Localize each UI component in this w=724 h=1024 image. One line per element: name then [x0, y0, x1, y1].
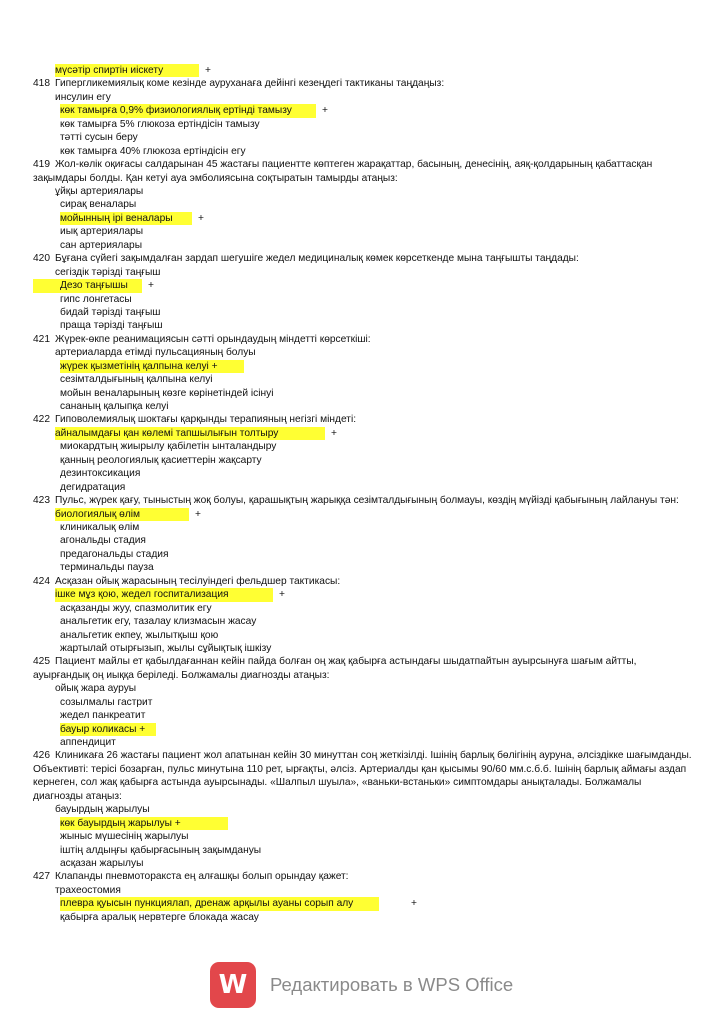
answer-text: жыныс мүшесінің жарылуы: [60, 831, 189, 843]
question-number: 427: [33, 871, 50, 883]
answer-text: трахеостомия: [55, 884, 121, 896]
answer-option: [33, 709, 693, 722]
question-number: 424: [33, 575, 50, 587]
question-text: Бұғана сүйегі зақымдалған зардап шегушіге жедел медициналық көмек көрсеткенде мына таңғышты таңдады:: [55, 253, 579, 265]
answer-option: [33, 844, 693, 857]
question-418: [33, 77, 693, 90]
answer-option: [33, 884, 693, 897]
answer-text: ойық жара ауруы: [55, 683, 137, 695]
answer-text: Дезо таңғышы: [33, 279, 142, 292]
wps-edit-banner[interactable]: [210, 962, 540, 1008]
question-text: Пульс, жүрек қағу, тыныстың жоқ болуы, қарашықтың жарыққа сезімталдығының болмауы, көздің мүйізді қабығының лайлануы тән:: [55, 495, 679, 507]
answer-option-correct: [33, 279, 693, 292]
answer-text: ішке мұз қою, жедел госпитализация: [55, 588, 273, 601]
answer-text: сегіздік тәрізді таңғыш: [55, 266, 161, 278]
answer-option: [33, 602, 693, 615]
correct-mark: +: [411, 898, 417, 910]
answer-text: дегидратация: [60, 481, 126, 493]
question-427: [33, 870, 693, 883]
question-422: [33, 413, 693, 426]
answer-option-correct: [33, 588, 693, 601]
answer-text: мойын веналарының көзге көрінетіндей ісінуі: [60, 387, 274, 399]
answer-option: [33, 736, 693, 749]
question-number: 418: [33, 78, 50, 90]
wps-logo-icon[interactable]: W: [210, 962, 256, 1008]
answer-text: көк тамырға 0,9% физиологиялық ертінді тамызу: [60, 104, 316, 117]
answer-text: тәтті сусын беру: [60, 132, 138, 144]
answer-text: миокардтың жиырылу қабілетін ынталандыру: [60, 441, 277, 453]
answer-text: бидай тәрізді таңғыш: [60, 306, 161, 318]
answer-text: предагональды стадия: [60, 548, 169, 560]
answer-option-correct: [33, 104, 693, 117]
question-424: [33, 575, 693, 588]
answer-text: бауырдың жарылуы: [55, 804, 150, 816]
answer-text: қабырға аралық нервтерге блокада жасау: [60, 911, 259, 923]
answer-option: [33, 481, 693, 494]
answer-option: [33, 346, 693, 359]
correct-mark: +: [331, 427, 337, 439]
answer-option: [33, 293, 693, 306]
answer-option: [33, 548, 693, 561]
answer-option: [33, 198, 693, 211]
correct-mark: +: [279, 589, 285, 601]
correct-mark: +: [198, 212, 204, 224]
answer-text: бауыр коликасы +: [60, 723, 156, 736]
answer-text: асқазан жарылуы: [60, 858, 144, 870]
answer-option: [33, 319, 693, 332]
answer-text: агональды стадия: [60, 535, 146, 547]
answer-option: [33, 857, 693, 870]
question-number: 421: [33, 333, 50, 345]
answer-option: [33, 91, 693, 104]
document-body: [33, 64, 693, 924]
answer-option: [33, 682, 693, 695]
answer-text: сан артериялары: [60, 239, 143, 251]
answer-text: созылмалы гастрит: [60, 696, 153, 708]
answer-text: жартылай отырғызып, жылы сұйықтық ішкізу: [60, 642, 272, 654]
question-number: 419: [33, 159, 50, 171]
answer-option: [33, 615, 693, 628]
answer-option: [33, 467, 693, 480]
answer-option: [33, 830, 693, 843]
answer-text: терминальды пауза: [60, 562, 154, 574]
answer-option: [33, 145, 693, 158]
answer-option: [33, 440, 693, 453]
answer-option: [33, 239, 693, 252]
answer-option-correct: [33, 897, 693, 910]
question-421: [33, 333, 693, 346]
answer-text: көк бауырдың жарылуы +: [60, 817, 228, 830]
answer-text: көк тамырға 5% глюкоза ертіндісін тамызу: [60, 118, 260, 130]
question-425: [33, 655, 693, 682]
question-text: Гиповолемиялық шоктағы қарқынды терапияның негізгі міндеті:: [55, 414, 357, 426]
answer-text: сирақ веналары: [60, 199, 137, 211]
question-text: Асқазан ойық жарасының тесілуіндегі фельдшер тактикасы:: [55, 575, 341, 587]
answer-option-correct: [33, 212, 693, 225]
answer-option: [33, 131, 693, 144]
answer-option: [33, 185, 693, 198]
answer-text: аппендицит: [60, 737, 116, 749]
answer-text: иық артериялары: [60, 226, 144, 238]
question-number: 420: [33, 253, 50, 265]
correct-mark: +: [148, 280, 154, 292]
answer-text: клиникалық өлім: [60, 521, 140, 533]
question-text: Жол-көлік оқиғасы салдарынан 45 жастағы пациентте көптеген жарақаттар, басының, денесінің, аяқ-қолдарының қабаттасқан зақымдары болды. Қан кетуі ауа эмболиясына соқтыратын тамырды атаңыз:: [33, 159, 653, 184]
answer-text: іштің алдыңғы қабырғасының зақымдануы: [60, 844, 262, 856]
answer-option-correct: [33, 817, 693, 830]
answer-text: артериаларда етімді пульсацияның болуы: [55, 347, 256, 359]
answer-text: гипс лонгетасы: [60, 293, 132, 305]
question-text: Клапанды пневмоторакста ең алғашқы болып орындау қажет:: [55, 871, 349, 883]
answer-text: жедел панкреатит: [60, 710, 146, 722]
answer-option: [33, 534, 693, 547]
correct-mark: +: [322, 105, 328, 117]
answer-text: праща тәрізді таңғыш: [60, 320, 163, 332]
answer-option: [33, 400, 693, 413]
answer-text: ұйқы артериялары: [55, 185, 144, 197]
question-number: 425: [33, 656, 50, 668]
answer-option: [33, 306, 693, 319]
question-number: 426: [33, 750, 50, 762]
answer-text: дезинтоксикация: [60, 468, 141, 480]
answer-option-correct: [33, 508, 693, 521]
answer-text: мойынның ірі веналары: [60, 212, 192, 225]
answer-text: сезімталдығының қалпына келуі: [60, 374, 213, 386]
answer-option-correct: [33, 360, 693, 373]
question-text: Клиникаға 26 жастағы пациент жол апатынан кейін 30 минуттан соң жеткізілді. Ішінің барлық бөлігінің ауруна, әлсіздікке шағымданды. Объективті: терісі бозарған, пульс минутына 110 рет, ырғақты, әлсіз. Артериалды қан қысымы 90/60 мм.с.б.б. Ішінің барлық аймағы аздап кернеген, сол жақ қабырға астында ауырсынады. «Шалпыл шуыла», «ваньки-встаньки» симптомдары анықталады. Болжамалы диагнозды атаңыз:: [33, 750, 692, 802]
answer-text: анальгетик егу, тазалау клизмасын жасау: [60, 616, 257, 628]
answer-option: [33, 454, 693, 467]
answer-option: [33, 266, 693, 279]
answer-option: [33, 387, 693, 400]
answer-option: [33, 629, 693, 642]
question-419: [33, 158, 693, 185]
answer-option: [33, 696, 693, 709]
answer-option: [33, 373, 693, 386]
answer-option-correct: [33, 427, 693, 440]
answer-option-correct: [33, 64, 693, 77]
question-number: 422: [33, 414, 50, 426]
answer-text: жүрек қызметінің қалпына келуі +: [60, 360, 244, 373]
answer-text: инсулин егу: [55, 91, 111, 103]
answer-text: қанның реологиялық қасиеттерін жақсарту: [60, 454, 262, 466]
answer-option: [33, 911, 693, 924]
answer-text: анальгетик екпеу, жылытқыш қою: [60, 629, 219, 641]
answer-option: [33, 803, 693, 816]
question-text: Пациент майлы ет қабылдағаннан кейін пайда болған оң жақ қабырға астындағы шыдатпайтын ауырсынуға шағым айтты, ауырғандық оң иыққа беріледі. Болжамалы диагнозды атаңыз:: [33, 656, 637, 681]
answer-option: [33, 225, 693, 238]
question-423: [33, 494, 693, 507]
answer-text: айналымдағы қан көлемі тапшылығын толтыру: [55, 427, 325, 440]
question-number: 423: [33, 495, 50, 507]
question-420: [33, 252, 693, 265]
wps-edit-label[interactable]: Редактировать в WPS Office: [270, 974, 514, 995]
question-text: Гипергликемиялық коме кезінде ауруханаға дейінгі кезеңдегі тактиканы таңдаңыз:: [55, 78, 445, 90]
answer-option-correct: [33, 723, 693, 736]
answer-option: [33, 521, 693, 534]
answer-option: [33, 561, 693, 574]
question-426: [33, 749, 693, 803]
answer-text: мүсәтір спиртін иіскету: [55, 64, 199, 77]
answer-text: плевра қуысын пункциялап, дренаж арқылы ауаны сорып алу: [60, 897, 379, 910]
answer-text: биологиялық өлім: [55, 508, 189, 521]
answer-text: көк тамырға 40% глюкоза ертіндісін егу: [60, 145, 246, 157]
answer-text: сананың қалыпқа келуі: [60, 401, 169, 413]
correct-mark: +: [195, 508, 201, 520]
question-text: Жүрек-өкпе реанимациясын сәтті орындаудың міндетті көрсеткіші:: [55, 333, 371, 345]
answer-text: асқазанды жуу, спазмолитик егу: [60, 602, 212, 614]
answer-option: [33, 118, 693, 131]
correct-mark: +: [205, 65, 211, 76]
answer-option: [33, 642, 693, 655]
